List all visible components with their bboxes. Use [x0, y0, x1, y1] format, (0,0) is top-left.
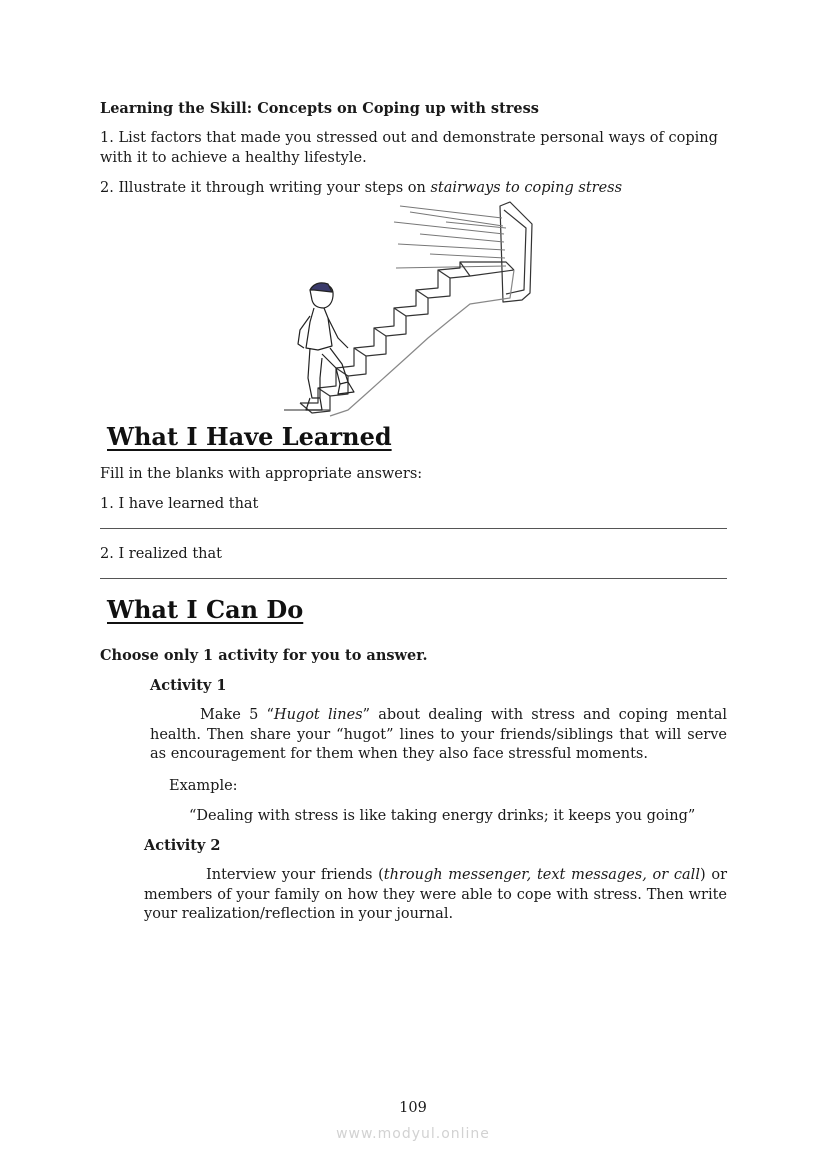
activity-1-text-a: Make 5 “	[200, 707, 274, 723]
page-number: 109	[399, 1100, 427, 1116]
activity-1-text-b: ” about dealing with stress and coping mental health. Then share your “hugot” lines to your friends/siblings that will serve as encouragement for them when they also face stressful moments.	[150, 707, 727, 762]
skill-item-2-text: 2. Illustrate it through writing your steps on	[100, 180, 431, 196]
activity-2-label: Activity 2	[144, 837, 221, 854]
skill-item-1: 1. List factors that made you stressed out and demonstrate personal ways of coping with it to achieve a healthy lifestyle.	[100, 130, 718, 166]
watermark: www.modyul.online	[336, 1126, 490, 1142]
learned-instruction: Fill in the blanks with appropriate answers:	[100, 466, 423, 482]
door-frame	[500, 202, 532, 302]
activity-2-text-a: Interview your friends (	[206, 867, 384, 883]
activity-1-italic: Hugot lines	[273, 707, 363, 723]
skill-heading: Learning the Skill: Concepts on Coping up with stress	[100, 100, 539, 117]
door-inner	[504, 210, 526, 294]
cando-title: What I Can Do	[107, 595, 304, 624]
example-label: Example:	[169, 778, 238, 794]
boy-figure	[298, 283, 354, 410]
stair-steps	[300, 262, 514, 403]
blank-1-label: 1. I have learned that	[100, 496, 259, 512]
cando-instruction: Choose only 1 activity for you to answer.	[100, 647, 428, 664]
blank-1-line[interactable]	[100, 528, 727, 529]
example-quote: “Dealing with stress is like taking energy drinks; it keeps you going”	[189, 808, 696, 824]
learned-title: What I Have Learned	[107, 422, 392, 451]
skill-item-2	[100, 178, 730, 198]
activity-1-label: Activity 1	[150, 677, 227, 694]
stairway-illustration	[270, 198, 550, 423]
activity-1-text	[150, 706, 727, 765]
blank-2-line[interactable]	[100, 578, 727, 579]
activity-2-text-b: ) or members of your family on how they were able to cope with stress. Then write your realization/reflection in your journal.	[144, 867, 727, 922]
activity-2-text	[144, 866, 727, 925]
blank-2-label: 2. I realized that	[100, 546, 222, 562]
skill-item-2-italic: stairways to coping stress	[430, 180, 623, 196]
activity-2-italic: through messenger, text messages, or call	[383, 867, 700, 883]
